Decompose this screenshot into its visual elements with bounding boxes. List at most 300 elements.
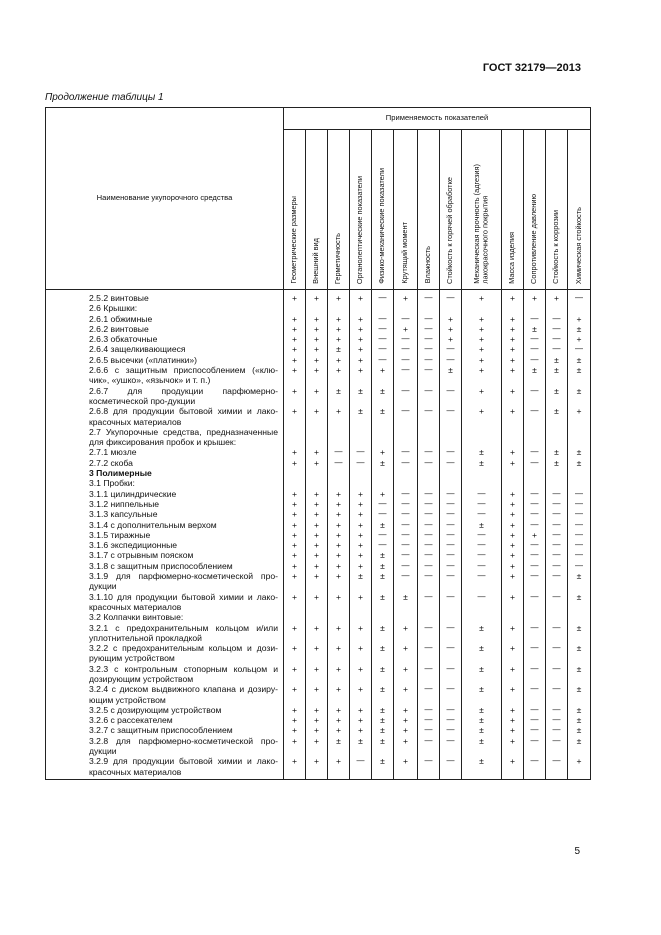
applicability-mark: + bbox=[328, 324, 350, 334]
applicability-mark: + bbox=[394, 324, 418, 334]
closure-name-cell: 2.6.3 обкаточные bbox=[46, 334, 284, 344]
applicability-mark: — bbox=[440, 592, 462, 613]
closure-name-cell: 3.1.8 с защитным приспособлением bbox=[46, 561, 284, 571]
table-row bbox=[46, 571, 591, 592]
applicability-mark: — bbox=[440, 756, 462, 779]
applicability-mark bbox=[524, 427, 546, 448]
applicability-mark: + bbox=[502, 290, 524, 304]
applicability-mark: — bbox=[440, 458, 462, 468]
applicability-mark: — bbox=[546, 561, 568, 571]
applicability-mark bbox=[502, 478, 524, 488]
applicability-mark: + bbox=[502, 509, 524, 519]
closure-name-cell: 2.6.7 для продукции парфюмерно-косметической про-дукции bbox=[46, 386, 284, 407]
applicability-mark: — bbox=[440, 386, 462, 407]
applicability-mark: — bbox=[394, 355, 418, 365]
applicability-mark: — bbox=[440, 530, 462, 540]
applicability-mark: ± bbox=[350, 736, 372, 757]
applicability-mark: ± bbox=[524, 324, 546, 334]
table-row bbox=[46, 550, 591, 560]
applicability-mark: — bbox=[462, 489, 502, 499]
applicability-mark: + bbox=[440, 324, 462, 334]
indicator-column-header bbox=[328, 130, 350, 290]
applicability-mark: + bbox=[350, 499, 372, 509]
applicability-mark: + bbox=[350, 324, 372, 334]
applicability-mark bbox=[524, 612, 546, 622]
applicability-mark: — bbox=[418, 571, 440, 592]
applicability-mark: + bbox=[306, 561, 328, 571]
applicability-mark bbox=[350, 478, 372, 488]
applicability-mark bbox=[328, 427, 350, 448]
closure-name-cell: 3.1.9 для парфюмерно-косметической про-дукции bbox=[46, 571, 284, 592]
applicability-mark: — bbox=[524, 344, 546, 354]
applicability-mark: ± bbox=[568, 324, 591, 334]
applicability-mark: — bbox=[418, 756, 440, 779]
applicability-mark: + bbox=[328, 684, 350, 705]
applicability-mark: + bbox=[328, 530, 350, 540]
applicability-mark: + bbox=[284, 458, 306, 468]
applicability-mark: ± bbox=[372, 561, 394, 571]
applicability-mark: + bbox=[306, 447, 328, 457]
applicability-mark: — bbox=[440, 355, 462, 365]
applicability-mark: — bbox=[462, 550, 502, 560]
applicability-mark: + bbox=[502, 447, 524, 457]
applicability-mark: — bbox=[350, 447, 372, 457]
applicability-mark: — bbox=[524, 592, 546, 613]
applicability-mark: — bbox=[394, 344, 418, 354]
applicability-mark: + bbox=[568, 756, 591, 779]
applicability-mark: + bbox=[328, 725, 350, 735]
applicability-mark: — bbox=[524, 386, 546, 407]
applicability-mark: — bbox=[462, 571, 502, 592]
applicability-mark: — bbox=[546, 725, 568, 735]
applicability-mark: + bbox=[284, 334, 306, 344]
table-row bbox=[46, 406, 591, 427]
applicability-mark: — bbox=[440, 643, 462, 664]
applicability-mark: + bbox=[502, 561, 524, 571]
applicability-mark: — bbox=[440, 344, 462, 354]
applicability-mark: + bbox=[306, 725, 328, 735]
applicability-mark: — bbox=[394, 520, 418, 530]
table-row bbox=[46, 324, 591, 334]
table-row bbox=[46, 355, 591, 365]
applicability-mark: + bbox=[284, 550, 306, 560]
applicability-mark: + bbox=[440, 334, 462, 344]
applicability-mark: + bbox=[284, 715, 306, 725]
applicability-mark: — bbox=[546, 756, 568, 779]
applicability-mark: + bbox=[502, 623, 524, 644]
table-row bbox=[46, 509, 591, 519]
applicability-mark: + bbox=[328, 489, 350, 499]
applicability-mark bbox=[524, 303, 546, 313]
applicability-mark: — bbox=[524, 447, 546, 457]
indicator-column-header bbox=[502, 130, 524, 290]
applicability-mark: ± bbox=[372, 406, 394, 427]
applicability-mark: + bbox=[306, 324, 328, 334]
indicator-column-header bbox=[372, 130, 394, 290]
applicability-mark: — bbox=[524, 643, 546, 664]
table-row bbox=[46, 468, 591, 478]
applicability-mark bbox=[328, 303, 350, 313]
applicability-mark: + bbox=[394, 725, 418, 735]
applicability-mark: — bbox=[394, 530, 418, 540]
closure-name-cell: 2.7.2 скоба bbox=[46, 458, 284, 468]
applicability-mark: — bbox=[418, 489, 440, 499]
applicability-mark bbox=[372, 612, 394, 622]
applicability-mark bbox=[350, 468, 372, 478]
applicability-mark: ± bbox=[372, 458, 394, 468]
applicability-mark bbox=[568, 303, 591, 313]
applicability-mark: + bbox=[284, 664, 306, 685]
applicability-mark bbox=[462, 468, 502, 478]
applicability-mark bbox=[284, 612, 306, 622]
indicator-column-header bbox=[462, 130, 502, 290]
applicability-mark: ± bbox=[372, 571, 394, 592]
applicability-mark: + bbox=[502, 489, 524, 499]
applicability-mark: — bbox=[418, 664, 440, 685]
applicability-mark: — bbox=[524, 489, 546, 499]
applicability-mark: — bbox=[418, 355, 440, 365]
applicability-mark: ± bbox=[546, 406, 568, 427]
applicability-mark: — bbox=[440, 736, 462, 757]
applicability-mark bbox=[394, 303, 418, 313]
table-row bbox=[46, 623, 591, 644]
table-row bbox=[46, 756, 591, 779]
indicator-column-header bbox=[546, 130, 568, 290]
applicability-mark: ± bbox=[568, 571, 591, 592]
applicability-mark: + bbox=[350, 561, 372, 571]
applicability-mark: + bbox=[502, 705, 524, 715]
applicability-mark: + bbox=[284, 386, 306, 407]
applicability-mark: + bbox=[502, 684, 524, 705]
applicability-mark: ± bbox=[546, 386, 568, 407]
closure-name-cell: 3.1.7 с отрывным пояском bbox=[46, 550, 284, 560]
table-row bbox=[46, 314, 591, 324]
applicability-mark: + bbox=[502, 406, 524, 427]
applicability-mark: — bbox=[440, 715, 462, 725]
applicability-mark bbox=[350, 303, 372, 313]
applicability-mark: — bbox=[394, 571, 418, 592]
applicability-mark: + bbox=[350, 705, 372, 715]
table-row bbox=[46, 643, 591, 664]
closure-name-cell: 3.2.3 с контрольным стопорным кольцом и дозирующим устройством bbox=[46, 664, 284, 685]
applicability-mark: — bbox=[524, 499, 546, 509]
applicability-mark: — bbox=[394, 386, 418, 407]
applicability-mark bbox=[502, 427, 524, 448]
applicability-mark: — bbox=[568, 540, 591, 550]
applicability-mark: — bbox=[418, 684, 440, 705]
applicability-mark: — bbox=[546, 550, 568, 560]
applicability-mark: + bbox=[350, 664, 372, 685]
applicability-mark: — bbox=[462, 592, 502, 613]
table-row bbox=[46, 664, 591, 685]
applicability-mark: + bbox=[284, 290, 306, 304]
indicator-column-header bbox=[418, 130, 440, 290]
applicability-mark: — bbox=[524, 334, 546, 344]
applicability-mark: + bbox=[502, 499, 524, 509]
applicability-mark bbox=[440, 478, 462, 488]
applicability-mark: + bbox=[394, 736, 418, 757]
applicability-mark: — bbox=[524, 458, 546, 468]
applicability-mark: + bbox=[524, 530, 546, 540]
applicability-mark: — bbox=[524, 756, 546, 779]
applicability-mark: + bbox=[502, 334, 524, 344]
table-row bbox=[46, 334, 591, 344]
applicability-mark bbox=[306, 478, 328, 488]
applicability-table bbox=[45, 107, 591, 780]
applicability-mark: ± bbox=[568, 664, 591, 685]
applicability-mark: + bbox=[502, 592, 524, 613]
table-row bbox=[46, 684, 591, 705]
applicability-mark: — bbox=[394, 314, 418, 324]
applicability-mark bbox=[372, 478, 394, 488]
applicability-mark: + bbox=[350, 365, 372, 386]
applicability-mark: — bbox=[568, 530, 591, 540]
applicability-mark: — bbox=[546, 520, 568, 530]
applicability-mark: + bbox=[350, 592, 372, 613]
applicability-mark: — bbox=[440, 561, 462, 571]
applicability-mark bbox=[462, 303, 502, 313]
applicability-mark: — bbox=[524, 715, 546, 725]
applicability-mark: + bbox=[350, 550, 372, 560]
applicability-mark bbox=[546, 468, 568, 478]
table-row bbox=[46, 540, 591, 550]
applicability-mark: + bbox=[328, 314, 350, 324]
applicability-mark: ± bbox=[546, 355, 568, 365]
applicability-mark: + bbox=[350, 314, 372, 324]
closure-name-cell: 2.7 Укупорочные средства, предназначенные для фиксирования пробок и крышек: bbox=[46, 427, 284, 448]
applicability-mark: — bbox=[546, 344, 568, 354]
applicability-mark: + bbox=[372, 489, 394, 499]
applicability-mark: — bbox=[524, 314, 546, 324]
applicability-mark: + bbox=[306, 386, 328, 407]
table-row bbox=[46, 705, 591, 715]
applicability-mark: — bbox=[440, 509, 462, 519]
applicability-mark: + bbox=[306, 664, 328, 685]
applicability-mark: ± bbox=[372, 592, 394, 613]
applicability-mark: ± bbox=[462, 736, 502, 757]
applicability-mark: + bbox=[306, 489, 328, 499]
applicability-mark: — bbox=[418, 509, 440, 519]
applicability-mark bbox=[306, 303, 328, 313]
page-number: 5 bbox=[574, 846, 580, 857]
applicability-mark: + bbox=[306, 592, 328, 613]
applicability-mark: — bbox=[524, 684, 546, 705]
applicability-mark: + bbox=[350, 520, 372, 530]
applicability-mark: + bbox=[546, 290, 568, 304]
applicability-mark: + bbox=[328, 756, 350, 779]
applicability-mark: — bbox=[394, 489, 418, 499]
applicability-mark: + bbox=[502, 355, 524, 365]
applicability-mark: ± bbox=[328, 344, 350, 354]
applicability-mark: ± bbox=[372, 756, 394, 779]
applicability-mark: — bbox=[568, 499, 591, 509]
applicability-mark: ± bbox=[372, 643, 394, 664]
applicability-mark: — bbox=[350, 756, 372, 779]
applicability-mark bbox=[372, 427, 394, 448]
applicability-mark: + bbox=[306, 643, 328, 664]
applicability-mark: + bbox=[328, 290, 350, 304]
indicator-column-label: Геометрические размеры bbox=[289, 196, 299, 284]
applicability-mark: + bbox=[502, 458, 524, 468]
standard-code: ГОСТ 32179—2013 bbox=[482, 62, 581, 74]
applicability-mark: — bbox=[546, 489, 568, 499]
indicator-column-label: Влажность bbox=[423, 246, 433, 284]
closure-name-cell: 3.2.7 с защитным приспособлением bbox=[46, 725, 284, 735]
applicability-mark bbox=[372, 468, 394, 478]
applicability-mark bbox=[502, 468, 524, 478]
applicability-mark bbox=[440, 303, 462, 313]
applicability-mark bbox=[546, 612, 568, 622]
applicability-mark: ± bbox=[462, 684, 502, 705]
applicability-mark: + bbox=[284, 365, 306, 386]
applicability-mark: + bbox=[328, 705, 350, 715]
table-continuation-label: Продолжение таблицы 1 bbox=[45, 92, 164, 103]
applicability-mark: + bbox=[502, 756, 524, 779]
applicability-mark: — bbox=[546, 643, 568, 664]
indicator-column-header bbox=[350, 130, 372, 290]
applicability-mark: — bbox=[418, 499, 440, 509]
applicability-mark bbox=[350, 612, 372, 622]
table-row bbox=[46, 290, 591, 304]
applicability-mark: ± bbox=[462, 643, 502, 664]
applicability-mark: — bbox=[524, 509, 546, 519]
applicability-mark: + bbox=[350, 489, 372, 499]
applicability-mark bbox=[418, 468, 440, 478]
applicability-mark bbox=[328, 612, 350, 622]
applicability-mark: + bbox=[284, 540, 306, 550]
indicator-column-label: Механическая прочность (адгезия) лакокрасочного покрытия bbox=[471, 163, 490, 284]
applicability-mark: + bbox=[306, 705, 328, 715]
applicability-mark: ± bbox=[546, 365, 568, 386]
applicability-mark: — bbox=[568, 509, 591, 519]
applicability-mark: — bbox=[568, 520, 591, 530]
applicability-mark: + bbox=[502, 736, 524, 757]
applicability-mark: — bbox=[524, 705, 546, 715]
indicator-column-label: Стойкость к коррозии bbox=[551, 209, 561, 284]
applicability-mark: + bbox=[328, 561, 350, 571]
applicability-mark: — bbox=[418, 386, 440, 407]
applicability-mark bbox=[546, 303, 568, 313]
applicability-mark: + bbox=[284, 643, 306, 664]
applicability-mark: + bbox=[502, 314, 524, 324]
applicability-mark: — bbox=[372, 509, 394, 519]
applicability-mark: + bbox=[328, 623, 350, 644]
applicability-mark: — bbox=[394, 447, 418, 457]
applicability-mark: + bbox=[350, 540, 372, 550]
applicability-mark bbox=[568, 468, 591, 478]
applicability-mark: + bbox=[284, 736, 306, 757]
applicability-mark: — bbox=[394, 458, 418, 468]
applicability-mark: + bbox=[328, 540, 350, 550]
applicability-mark bbox=[546, 427, 568, 448]
table-row bbox=[46, 365, 591, 386]
applicability-mark: + bbox=[462, 406, 502, 427]
applicability-mark: — bbox=[394, 509, 418, 519]
applicability-mark bbox=[328, 468, 350, 478]
applicability-mark: + bbox=[462, 334, 502, 344]
applicability-mark: + bbox=[328, 334, 350, 344]
applicability-mark: — bbox=[546, 571, 568, 592]
table-row bbox=[46, 736, 591, 757]
applicability-mark: + bbox=[502, 550, 524, 560]
applicability-mark: — bbox=[568, 561, 591, 571]
applicability-mark: — bbox=[372, 334, 394, 344]
applicability-mark: — bbox=[546, 684, 568, 705]
applicability-mark: ± bbox=[372, 705, 394, 715]
applicability-mark: — bbox=[418, 736, 440, 757]
applicability-mark: — bbox=[546, 705, 568, 715]
applicability-mark: — bbox=[546, 592, 568, 613]
applicability-mark: ± bbox=[372, 736, 394, 757]
closure-name-cell: 3.2.2 с предохранительным кольцом и дози-рующим устройством bbox=[46, 643, 284, 664]
applicability-mark: + bbox=[462, 314, 502, 324]
applicability-mark: + bbox=[568, 334, 591, 344]
applicability-mark: ± bbox=[568, 725, 591, 735]
applicability-mark: + bbox=[524, 290, 546, 304]
applicability-mark bbox=[568, 612, 591, 622]
applicability-mark: + bbox=[394, 684, 418, 705]
applicability-mark: — bbox=[546, 509, 568, 519]
applicability-mark: — bbox=[418, 715, 440, 725]
applicability-mark bbox=[568, 478, 591, 488]
applicability-mark bbox=[502, 303, 524, 313]
applicability-mark: + bbox=[306, 509, 328, 519]
applicability-mark: + bbox=[284, 684, 306, 705]
closure-name-cell: 3.2.6 с рассекателем bbox=[46, 715, 284, 725]
applicability-mark: — bbox=[372, 499, 394, 509]
applicability-mark bbox=[394, 612, 418, 622]
applicability-mark: + bbox=[328, 571, 350, 592]
applicability-mark: — bbox=[394, 499, 418, 509]
table-row bbox=[46, 499, 591, 509]
applicability-mark: ± bbox=[568, 365, 591, 386]
table-row bbox=[46, 715, 591, 725]
applicability-mark: — bbox=[418, 561, 440, 571]
closure-name-cell: 2.6.6 с защитным приспособлением («клю-чик», «ушко», «язычок» и т. п.) bbox=[46, 365, 284, 386]
applicability-mark: + bbox=[502, 540, 524, 550]
applicability-mark bbox=[462, 612, 502, 622]
closure-name-cell: 3.1.6 экспедиционные bbox=[46, 540, 284, 550]
indicator-column-label: Сопротивление давлению bbox=[529, 193, 539, 284]
closure-name-cell: 3.1.10 для продукции бытовой химии и лако-красочных материалов bbox=[46, 592, 284, 613]
applicability-mark: + bbox=[306, 540, 328, 550]
applicability-mark: + bbox=[306, 355, 328, 365]
applicability-mark: — bbox=[462, 530, 502, 540]
applicability-mark bbox=[546, 478, 568, 488]
applicability-mark: + bbox=[328, 643, 350, 664]
applicability-mark: — bbox=[372, 530, 394, 540]
applicability-mark: + bbox=[328, 499, 350, 509]
applicability-mark: ± bbox=[568, 705, 591, 715]
applicability-mark: + bbox=[394, 643, 418, 664]
applicability-mark: ± bbox=[568, 715, 591, 725]
applicability-mark bbox=[306, 468, 328, 478]
applicability-mark: + bbox=[306, 550, 328, 560]
applicability-mark: — bbox=[546, 736, 568, 757]
applicability-mark: ± bbox=[462, 725, 502, 735]
applicability-mark bbox=[372, 303, 394, 313]
applicability-mark: ± bbox=[372, 684, 394, 705]
applicability-mark bbox=[418, 612, 440, 622]
applicability-mark: ± bbox=[372, 520, 394, 530]
applicability-mark: — bbox=[524, 406, 546, 427]
applicability-mark: — bbox=[418, 592, 440, 613]
applicability-mark: + bbox=[350, 725, 372, 735]
applicability-mark: + bbox=[328, 550, 350, 560]
table-row bbox=[46, 520, 591, 530]
applicability-mark: — bbox=[462, 561, 502, 571]
applicability-mark: + bbox=[462, 290, 502, 304]
